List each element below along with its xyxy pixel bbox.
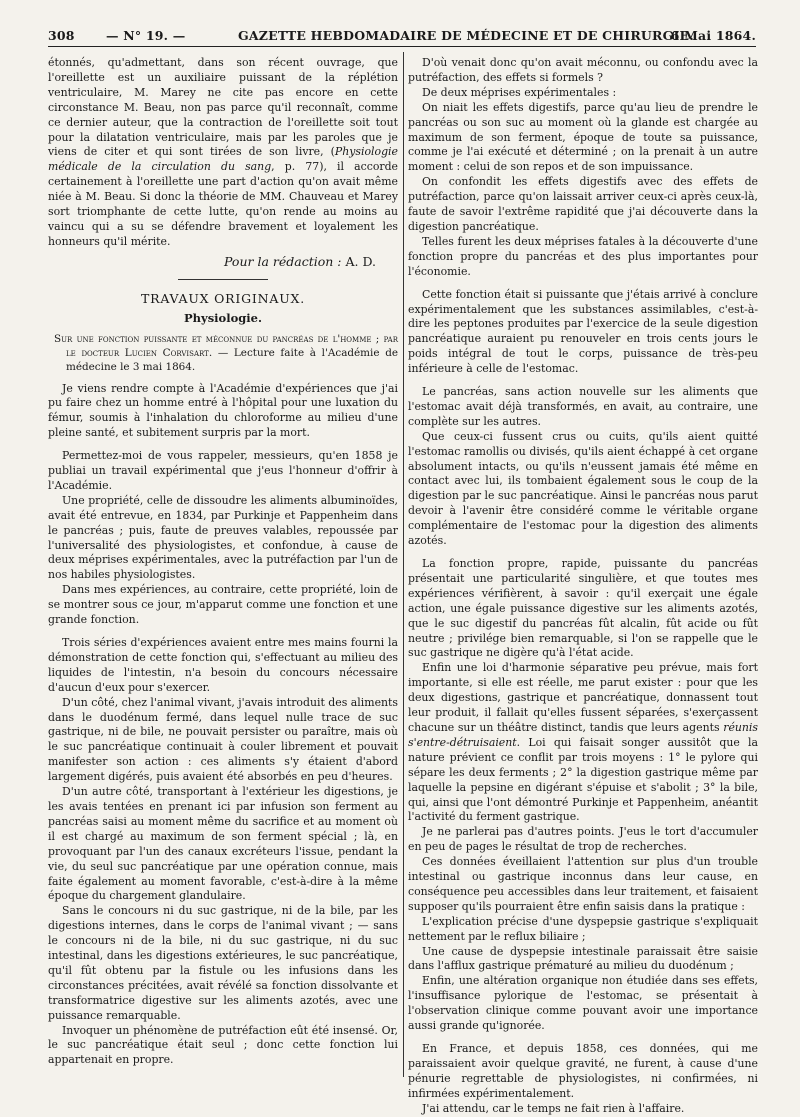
page-header [48, 22, 756, 47]
article-paragraph: Je viens rendre compte à l'Académie d'expériences que j'ai pu faire chez un homme entré à l'hôpital pour une luxation du fémur, soumis à l'inhalation du chloroforme au milieu d'une pleine santé, et subitement surpris par la mort. [48, 381, 398, 440]
editorial-paragraph: étonnés, qu'admettant, dans son récent ouvrage, que l'oreillette est un auxiliaire puissant de la réplétion ventriculaire, M. Marey ne cite pas encore en cette circonstance M. Beau, non pas parce qu'il reconnaît, comme ce dernier auteur, que la contraction de l'oreillette soit tout pour la dilatation ventriculaire, mais par les paroles que je viens de citer et qui sont tirées de son livre, (Physiologie médicale de la circulation du sang, p. 77), il accorde certainement à l'oreillette une part d'action qu'on avait même niée à M. Beau. Si donc la théorie de MM. Chauveau et Marey sort triomphante de cette lutte, qu'on rende au moins au vaincu qui a su se défendre bravement et loyalement les honneurs qu'il mérite. [48, 56, 399, 248]
article-paragraph: Ces données éveillaient l'attention sur plus d'un trouble intestinal ou gastrique inconnus dans leur cause, en conséquence peu accessibles dans leur traitement, et faisaient supposer qu'ils pourraient être enfin saisis dans la pratique : [408, 855, 758, 913]
left-article-body [48, 382, 398, 1069]
section-divider [178, 279, 268, 280]
article-paragraph: Telles furent les deux méprises fatales à la découverte d'une fonction propre du pancréas et des plus importantes pour l'économie. [408, 234, 758, 278]
journal-title: GAZETTE HEBDOMADAIRE DE MÉDECINE ET DE CHIRURGIE. [238, 28, 694, 43]
article-heading: Sur une fonction puissante et méconnue du pancréas de l'homme ; par le docteur Lucien Corvisart. — Lecture faite à l'Académie de médecine le 3 mai 1864. [54, 332, 398, 373]
right-article-body [408, 56, 758, 661]
section-subtitle: Physiologie. [184, 310, 262, 325]
signature-name: A. D. [345, 253, 376, 269]
editorial-signature: Pour la rédaction : A. D. [224, 253, 376, 269]
book-citation: Physiologie médicale de la circulation du sang [48, 145, 398, 174]
article-paragraph: Dans mes expériences, au contraire, cette propriété, loin de se montrer sous ce jour, m'apparut comme une fonction et une grande fonction. [48, 583, 398, 627]
article-paragraph: Le pancréas, sans action nouvelle sur les aliments que l'estomac avait déjà transformés, en avait, au contraire, une complète sur les autres. [408, 385, 758, 428]
page-number: 308 [48, 28, 75, 43]
issue-number: — N° 19. — [106, 28, 186, 43]
left-column [48, 56, 398, 1076]
article-paragraph: D'où venait donc qu'on avait méconnu, ou confondu avec la putréfaction, des effets si formels ? [408, 56, 758, 84]
article-paragraph: La fonction propre, rapide, puissante du pancréas présentait une particularité singulière, et que toutes mes expériences vérifièrent, à savoir : qu'il exerçait une égale action, une égale puissance digestive sur les aliments azotés, que le suc digestif du pancréas fût alcalin, fût acide ou fût neutre ; privilége bien remarquable, si l'on se rappelle que le suc gastrique ne digère qu'à l'état acide. [408, 557, 758, 660]
article-paragraph: D'un autre côté, transportant à l'extérieur les digestions, je les avais tentées en prenant ici par infusion son ferment au pancréas saisi au moment même du sacrifice et au moment où il est chargé au maximum de son ferment spécial ; là, en provoquant par l'un des canaux excréteurs l'issue, pendant la vie, du seul suc pancréatique par une opération connue, mais faite également au moment favorable, c'est-à-dire à la même époque du chargement glandulaire. [48, 785, 398, 903]
right-column [408, 56, 758, 1115]
article-paragraph: En France, et depuis 1858, ces données, qui me paraissaient avoir quelque gravité, ne furent, à cause d'une pénurie regrettable de physiologistes, ni confirmées, ni infirmées expérimentalement. [408, 1042, 758, 1100]
article-paragraph: On niait les effets digestifs, parce qu'au lieu de prendre le pancréas ou son suc au moment où la glande est chargée au maximum de son ferment, époque de toute sa puissance, comme je l'ai exécuté et déterminé ; on la prenait à un autre moment : celui de son repos et de son impuissance. [408, 100, 758, 174]
emphasis-text: réunis s'entre-détruisaient [408, 720, 758, 749]
article-paragraph: Une propriété, celle de dissoudre les aliments albuminoïdes, avait été entrevue, en 1834, par Purkinje et Pappenheim dans le pancréas ; puis, faute de preuves valables, repoussée par l'universalité des physiologistes, et confondue, à cause de deux méprises expérimentales, avec la putréfaction par l'un de nos habiles physiologistes. [48, 493, 398, 582]
article-author: Lucien Corvisart. [124, 346, 213, 359]
article-paragraph: Trois séries d'expériences avaient entre mes mains fourni la démonstration de cette fonction qui, s'effectuant au milieu des liquides de l'intestin, n'a besoin du concours nécessaire d'aucun d'eux pour s'exercer. [48, 636, 398, 694]
article-paragraph: L'explication précise d'une dyspepsie gastrique s'expliquait nettement par le reflux biliaire ; [408, 914, 758, 943]
article-paragraph: Invoquer un phénomène de putréfaction eût été insensé. Or, le suc pancréatique était seul ; donc cette fonction lui appartenait en propre. [48, 1023, 398, 1067]
right-article-body-continued [408, 825, 758, 1116]
article-paragraph: Enfin, une altération organique non étudiée dans ses effets, l'insuffisance pylorique de l'estomac, se présentait à l'observation clinique comme pouvant avoir une importance aussi grande qu'ignorée. [408, 974, 758, 1033]
column-divider [403, 52, 404, 1077]
article-paragraph: D'un côté, chez l'animal vivant, j'avais introduit des aliments dans le duodénum fermé, dans lequel nulle trace de suc gastrique, ni de bile, ne pouvait persister ou paraître, mais où le suc pancréatique continuait à couler librement et pouvait manifester son action : ces aliments s'y étaient d'abord largement digérés, puis avaient été absorbés en peu d'heures. [48, 695, 398, 784]
article-paragraph: De deux méprises expérimentales : [422, 85, 617, 99]
article-paragraph: Cette fonction était si puissante que j'étais arrivé à conclure expérimentalement que les substances assimilables, c'est-à-dire les peptones produites par l'exercice de la seule digestion pancréatique auraient pu renouveler en trois cents jours le poids intégral de tout le corps, puissance de très-peu inférieure à celle de l'estomac. [408, 287, 758, 376]
article-paragraph: On confondit les effets digestifs avec des effets de putréfaction, parce qu'on laissait arriver ceux-ci après ceux-là, faute de savoir l'extrême rapidité que j'ai découverte dans la digestion pancréatique. [408, 175, 758, 233]
article-paragraph: Permettez-moi de vous rappeler, messieurs, qu'en 1858 je publiai un travail expérimental que j'eus l'honneur d'offrir à l'Académie. [48, 449, 398, 492]
section-title: TRAVAUX ORIGINAUX. [140, 290, 306, 306]
article-paragraph: J'ai attendu, car le temps ne fait rien à l'affaire. [422, 1101, 685, 1115]
harmony-paragraph: Enfin une loi d'harmonie séparative peu prévue, mais fort importante, si elle est réelle, me parut exister : pour que les deux digestions, gastrique et pancréatique, donnassent tout leur produit, il fallait qu'elles fussent séparées, s'exerçassent chacune sur un théâtre distinct, tandis que leurs agents réunis s'entre-détruisaient. Loi qui faisait songer aussitôt que la nature prévient ce conflit par trois moyens : 1° le pylore qui sépare les deux ferments ; 2° la digestion gastrique même par laquelle la pepsine en digérant s'épuise et s'abolit ; 3° la bile, qui, ainsi que l'ont démontré Purkinje et Pappenheim, anéantit l'activité du ferment gastrique. [408, 661, 758, 824]
article-paragraph: Une cause de dyspepsie intestinale paraissait être saisie dans l'afflux gastrique prématuré au milieu du duodénum ; [408, 944, 758, 973]
issue-date: 6 Mai 1864. [670, 28, 756, 43]
article-paragraph: Sans le concours ni du suc gastrique, ni de la bile, par les digestions internes, dans le corps de l'animal vivant ; — sans le concours ni de la bile, ni du suc gastrique, ni du suc intestinal, dans les digestions extérieures, le suc pancréatique, qu'il fût obtenu par la fistule ou les infusions dans les circonstances précitées, avait révélé sa fonction dissolvante et transformatrice digestive sur les aliments azotés, avec une puissance remarquable. [48, 904, 398, 1022]
article-paragraph: Je ne parlerai pas d'autres points. J'eus le tort d'accumuler en peu de pages le résultat de trop de recherches. [408, 825, 758, 854]
article-paragraph: Que ceux-ci fussent crus ou cuits, qu'ils aient quitté l'estomac ramollis ou divisés, qu'ils aient échappé à cet organe absolument intacts, ou qu'ils n'eussent jamais été même en contact avec lui, ils tombaient également sous le coup de la digestion par le suc pancréatique. Ainsi le pancréas nous parut devoir à l'avenir être considéré comme le véritable organe complémentaire de l'estomac pour la digestion des aliments azotés. [408, 429, 758, 548]
